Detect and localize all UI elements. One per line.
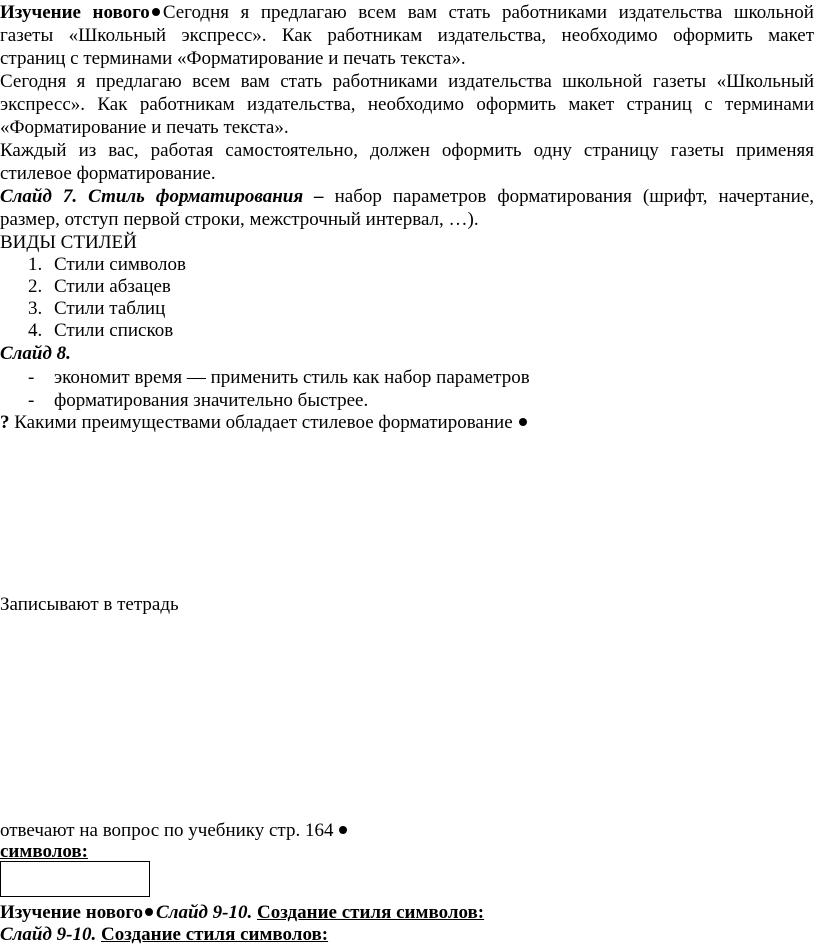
question-line [0,411,530,434]
list-item [28,297,165,320]
notebook-note: Записывают в тетрадь [0,594,179,615]
styles-heading: ВИДЫ СТИЛЕЙ [0,232,137,253]
bottom-title: Создание стиля символов: [257,902,485,923]
list-item [28,366,530,389]
intro-line-1 [0,1,814,24]
bottom-line-1 [0,901,484,924]
list-number: 2. [28,276,43,297]
bottom-slide-label: Слайд 9-10. [0,924,97,945]
list-text: Стили списков [54,320,174,341]
list-item [28,319,173,342]
list-text: Стили таблиц [54,298,166,319]
bottom-heading: Изучение нового [0,902,144,923]
bottom-slide-label: Слайд 9-10. [156,902,253,923]
intro-heading: Изучение нового [0,2,150,23]
symbols-label: символов: [0,841,88,862]
slide7-text-1: набор параметров форматирования (шрифт, начертание, [334,186,815,207]
slide7-label: Слайд 7. Стиль форматирования – [0,186,324,207]
list-item [28,253,186,276]
list-text: экономит время — применить стиль как набор параметров [54,367,530,388]
para2-line-1: Сегодня я предлагаю всем вам стать работниками издательства школьной газеты «Школьный [0,71,814,92]
answer-line [0,819,350,842]
list-item [28,389,368,412]
bullet-icon [519,418,527,426]
intro-line-2: газеты «Школьный экспресс». Как работникам издательства, необходимо оформить макет [0,25,814,46]
list-text: Стили абзацев [54,276,171,297]
dash-marker: - [28,367,35,388]
list-text: форматирования значительно быстрее. [54,390,369,411]
question-text: Какими преимуществами обладает стилевое форматирование [14,412,513,433]
bottom-line-2 [0,923,328,946]
intro-text-1: Сегодня я предлагаю всем вам стать работниками издательства школьной [162,2,814,23]
para2-line-2: экспресс». Как работникам издательства, необходимо оформить макет страниц с терминами [0,94,814,115]
intro-line-3: страниц с терминами «Форматирование и печать текста». [0,48,466,69]
para3-line-1: Каждый из вас, работая самостоятельно, должен оформить одну страницу газеты применяя [0,140,814,161]
bottom-title: Создание стиля символов: [101,924,329,945]
dash-marker: - [28,390,35,411]
list-number: 3. [28,298,43,319]
slide7-line-1 [0,185,814,208]
para3-line-2: стилевое форматирование. [0,163,216,184]
para2-line-3: «Форматирование и печать текста». [0,117,289,138]
slide8-label: Слайд 8. [0,343,71,364]
text-box-frame [0,861,150,897]
slide7-line-2: размер, отступ первой строки, межстрочный интервал, …). [0,209,479,230]
question-mark: ? [0,412,10,433]
bullet-icon [339,826,347,834]
list-number: 1. [28,254,43,275]
bullet-icon [145,908,153,916]
bullet-icon [152,8,160,16]
list-item [28,275,171,298]
answer-text: отвечают на вопрос по учебнику стр. 164 [0,820,334,841]
list-number: 4. [28,320,43,341]
list-text: Стили символов [54,254,186,275]
